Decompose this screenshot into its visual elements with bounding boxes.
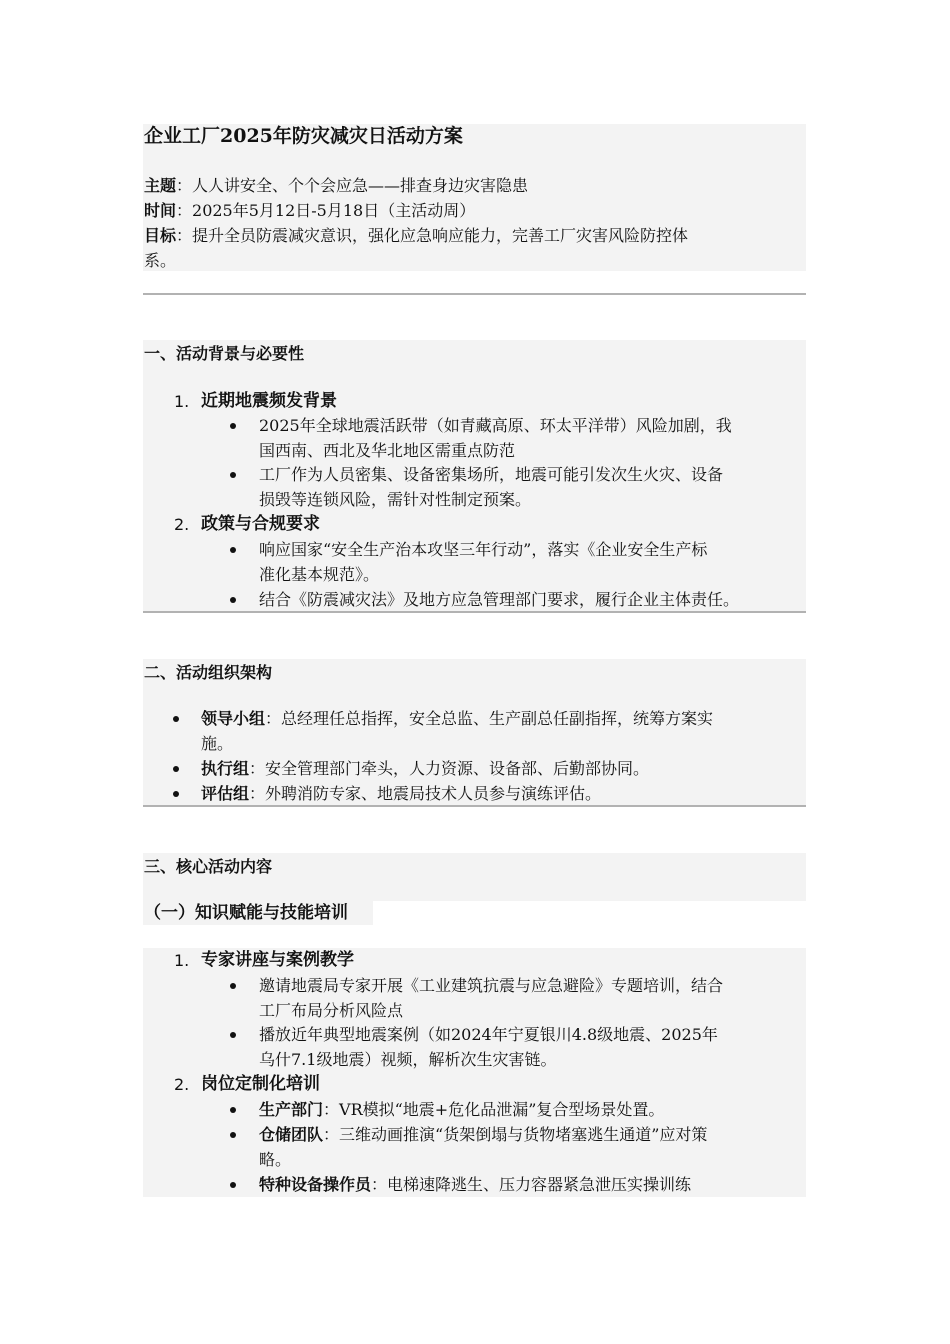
section2-bullet3 xyxy=(201,781,601,806)
special-equipment-text: ：电梯速降逃生、压力容器紧急泄压实操训练 xyxy=(371,1175,692,1194)
special-equipment-label: 特种设备操作员 xyxy=(259,1175,372,1194)
section1-item2-bullet1: 响应国家“安全生产治本攻坚三年行动”，落实《企业安全生产标 xyxy=(259,540,708,559)
section1-item2-title: 政策与合规要求 xyxy=(201,514,320,534)
section3-item2-bullet2-cont: 略。 xyxy=(259,1150,292,1169)
theme-label: 主题 xyxy=(144,176,177,195)
execution-group-text: ：安全管理部门牵头，人力资源、设备部、后勤部协同。 xyxy=(249,759,650,778)
time-label: 时间 xyxy=(144,201,177,220)
section2-bullet1-cont: 施。 xyxy=(201,734,234,753)
production-dept-label: 生产部门 xyxy=(259,1100,324,1119)
goal-label: 目标 xyxy=(144,226,177,245)
section1-item1-bullet2: 工厂作为人员密集、设备密集场所，地震可能引发次生火灾、设备 xyxy=(259,465,724,484)
section1-item2-number: 2. xyxy=(174,515,190,534)
bullet-dot xyxy=(230,983,236,989)
warehouse-team-label: 仓储团队 xyxy=(259,1125,324,1144)
goal-line-continued: 系。 xyxy=(144,251,177,270)
leadership-group-label: 领导小组 xyxy=(201,709,266,728)
section3-item1-bullet2: 播放近年典型地震案例（如2024年宁夏银川4.8级地震、2025年 xyxy=(259,1025,718,1044)
goal-value: ：提升全员防震减灾意识，强化应急响应能力，完善工厂灾害风险防控体 xyxy=(176,226,689,245)
section3-item1-bullet2-cont: 乌什7.1级地震）视频，解析次生灾害链。 xyxy=(259,1050,557,1069)
section3-item1-number: 1. xyxy=(174,951,190,970)
section2-bullet1 xyxy=(201,706,713,731)
divider-3 xyxy=(143,805,806,807)
section3-item1-bullet1: 邀请地震局专家开展《工业建筑抗震与应急避险》专题培训，结合 xyxy=(259,976,724,995)
divider-2 xyxy=(143,611,806,613)
section1-item1-bullet1-cont: 国西南、西北及华北地区需重点防范 xyxy=(259,441,516,460)
bullet-dot xyxy=(230,1182,236,1188)
warehouse-team-text: ：三维动画推演“货架倒塌与货物堵塞逃生通道”应对策 xyxy=(323,1125,708,1144)
bullet-dot xyxy=(173,766,179,772)
section2-heading: 二、活动组织架构 xyxy=(144,663,273,682)
section3-heading: 三、核心活动内容 xyxy=(144,857,273,876)
section1-item1-title: 近期地震频发背景 xyxy=(201,391,337,411)
section1-item1-bullet2-cont: 损毁等连锁风险，需针对性制定预案。 xyxy=(259,490,532,509)
time-line xyxy=(144,198,475,223)
production-dept-text: ：VR模拟“地震+危化品泄漏”复合型场景处置。 xyxy=(323,1100,665,1119)
bullet-dot xyxy=(230,1032,236,1038)
bullet-dot xyxy=(230,597,236,603)
section3-item2-bullet1 xyxy=(259,1097,664,1122)
section3-subheading: （一）知识赋能与技能培训 xyxy=(144,903,348,923)
evaluation-group-text: ：外聘消防专家、地震局技术人员参与演练评估。 xyxy=(249,784,602,803)
section3-item1-bullet1-cont: 工厂布局分析风险点 xyxy=(259,1001,404,1020)
section1-item2-bullet2: 结合《防震减灾法》及地方应急管理部门要求，履行企业主体责任。 xyxy=(259,590,740,609)
section1-item1-number: 1. xyxy=(174,392,190,411)
time-value: ：2025年5月12日-5月18日（主活动周） xyxy=(176,201,476,220)
leadership-group-text: ：总经理任总指挥，安全总监、生产副总任副指挥，统筹方案实 xyxy=(265,709,714,728)
bullet-dot xyxy=(230,423,236,429)
section3-item2-bullet3 xyxy=(259,1172,691,1197)
doc-title: 企业工厂2025年防灾减灾日活动方案 xyxy=(144,125,463,147)
bullet-dot xyxy=(230,1132,236,1138)
bullet-dot xyxy=(230,472,236,478)
divider-1 xyxy=(143,293,806,295)
section3-item2-bullet2 xyxy=(259,1122,707,1147)
evaluation-group-label: 评估组 xyxy=(201,784,250,803)
section2-bullet2 xyxy=(201,756,649,781)
theme-value: ：人人讲安全、个个会应急——排查身边灾害隐患 xyxy=(176,176,529,195)
section1-heading: 一、活动背景与必要性 xyxy=(144,344,305,363)
section3-item1-title: 专家讲座与案例教学 xyxy=(201,950,354,970)
bullet-dot xyxy=(173,716,179,722)
goal-line xyxy=(144,223,688,248)
section1-item1-bullet1: 2025年全球地震活跃带（如青藏高原、环太平洋带）风险加剧，我 xyxy=(259,416,732,435)
section1-item2-bullet1-cont: 准化基本规范》。 xyxy=(259,565,380,584)
section3-item2-number: 2. xyxy=(174,1075,190,1094)
bullet-dot xyxy=(230,1107,236,1113)
theme-line xyxy=(144,173,528,198)
execution-group-label: 执行组 xyxy=(201,759,250,778)
bullet-dot xyxy=(230,547,236,553)
bullet-dot xyxy=(173,791,179,797)
section3-item2-title: 岗位定制化培训 xyxy=(201,1074,320,1094)
